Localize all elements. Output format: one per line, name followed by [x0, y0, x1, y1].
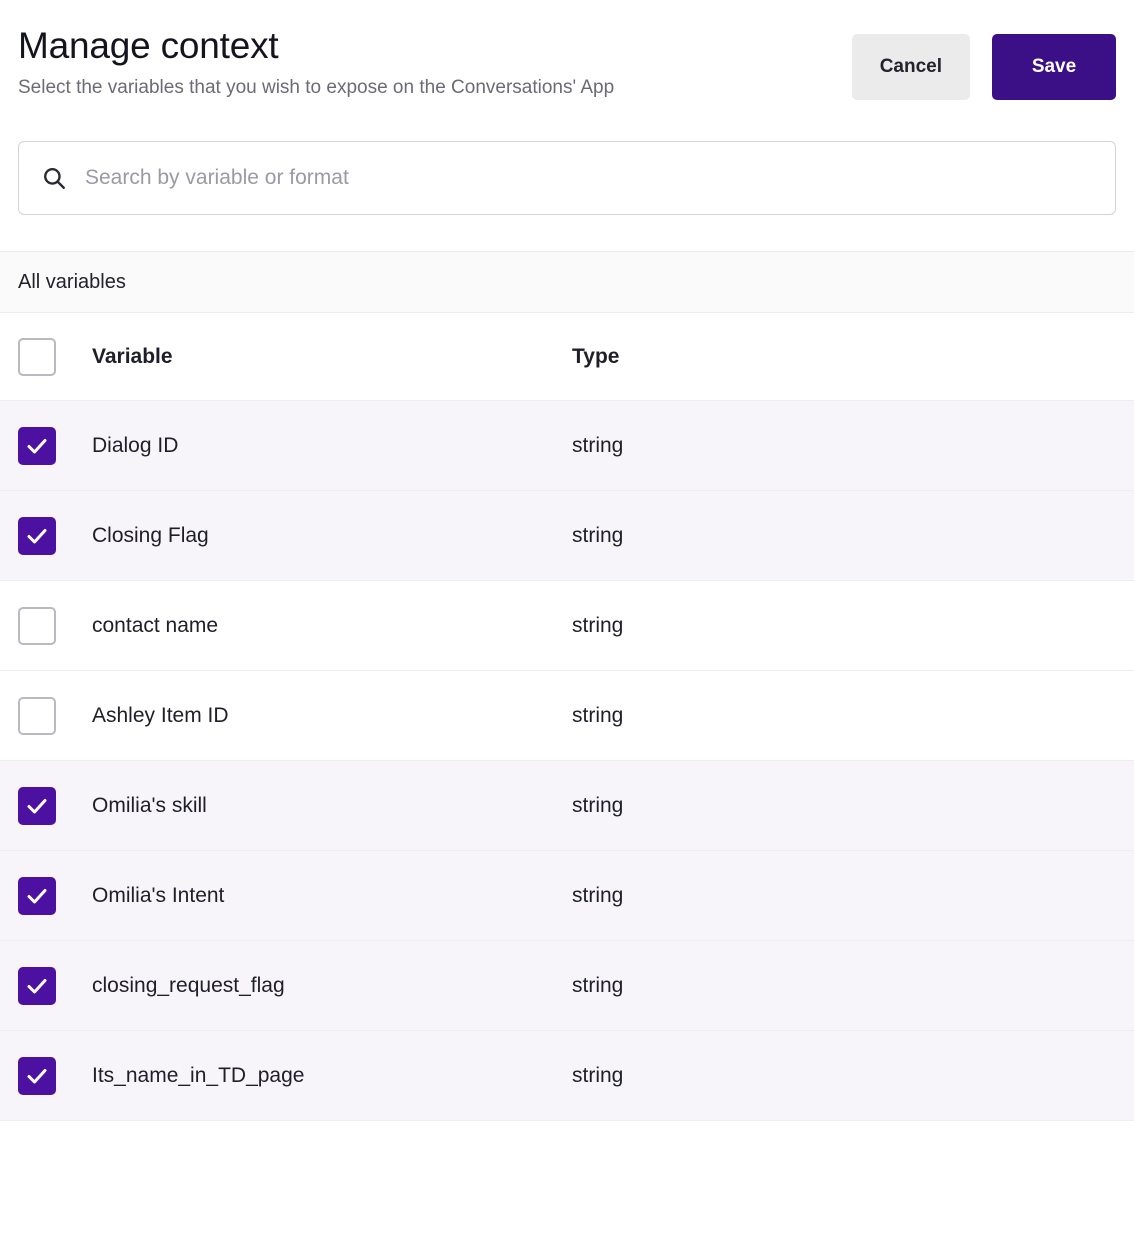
row-variable-type: string — [572, 433, 624, 457]
table-row[interactable] — [0, 941, 1134, 1031]
variables-table — [0, 313, 1134, 1121]
table-row[interactable] — [0, 851, 1134, 941]
row-checkbox-cell — [18, 967, 92, 1005]
table-header-row — [0, 313, 1134, 401]
row-checkbox[interactable] — [18, 517, 56, 555]
row-checkbox-cell — [18, 1057, 92, 1095]
search-icon — [41, 165, 67, 191]
row-checkbox[interactable] — [18, 967, 56, 1005]
row-variable-name: contact name — [92, 613, 219, 637]
table-row[interactable] — [0, 581, 1134, 671]
row-variable-name: Dialog ID — [92, 433, 179, 457]
column-header-variable: Variable — [92, 344, 173, 368]
row-variable-name: closing_request_flag — [92, 973, 285, 997]
table-row[interactable] — [0, 1031, 1134, 1121]
search-section — [18, 141, 1116, 215]
save-button[interactable]: Save — [992, 34, 1116, 100]
all-variables-section-bar — [0, 251, 1134, 313]
row-variable-type: string — [572, 793, 624, 817]
row-checkbox-cell — [18, 427, 92, 465]
search-box[interactable] — [18, 141, 1116, 215]
header-text-block — [18, 24, 614, 101]
row-variable-name: Closing Flag — [92, 523, 209, 547]
header-actions — [852, 24, 1116, 100]
row-checkbox[interactable] — [18, 607, 56, 645]
page-header — [0, 0, 1134, 101]
row-variable-type: string — [572, 613, 624, 637]
row-checkbox[interactable] — [18, 697, 56, 735]
row-variable-name: Its_name_in_TD_page — [92, 1063, 305, 1087]
table-row[interactable] — [0, 491, 1134, 581]
search-input[interactable] — [83, 165, 1093, 191]
table-row[interactable] — [0, 401, 1134, 491]
table-row[interactable] — [0, 671, 1134, 761]
cancel-button[interactable]: Cancel — [852, 34, 970, 100]
row-checkbox-cell — [18, 697, 92, 735]
row-variable-type: string — [572, 1063, 624, 1087]
row-checkbox[interactable] — [18, 877, 56, 915]
row-variable-type: string — [572, 523, 624, 547]
row-checkbox-cell — [18, 787, 92, 825]
select-all-cell — [18, 338, 92, 376]
table-row[interactable] — [0, 761, 1134, 851]
row-variable-name: Ashley Item ID — [92, 703, 229, 727]
row-variable-type: string — [572, 973, 624, 997]
select-all-checkbox[interactable] — [18, 338, 56, 376]
row-checkbox-cell — [18, 607, 92, 645]
row-variable-type: string — [572, 883, 624, 907]
row-checkbox[interactable] — [18, 1057, 56, 1095]
page-subtitle: Select the variables that you wish to expose on the Conversations' App — [18, 77, 615, 98]
row-variable-type: string — [572, 703, 624, 727]
row-variable-name: Omilia's Intent — [92, 883, 225, 907]
row-checkbox[interactable] — [18, 787, 56, 825]
page-title: Manage context — [18, 25, 279, 66]
row-checkbox-cell — [18, 517, 92, 555]
row-checkbox[interactable] — [18, 427, 56, 465]
row-variable-name: Omilia's skill — [92, 793, 207, 817]
column-header-type: Type — [572, 344, 620, 368]
section-title: All variables — [18, 270, 126, 293]
row-checkbox-cell — [18, 877, 92, 915]
